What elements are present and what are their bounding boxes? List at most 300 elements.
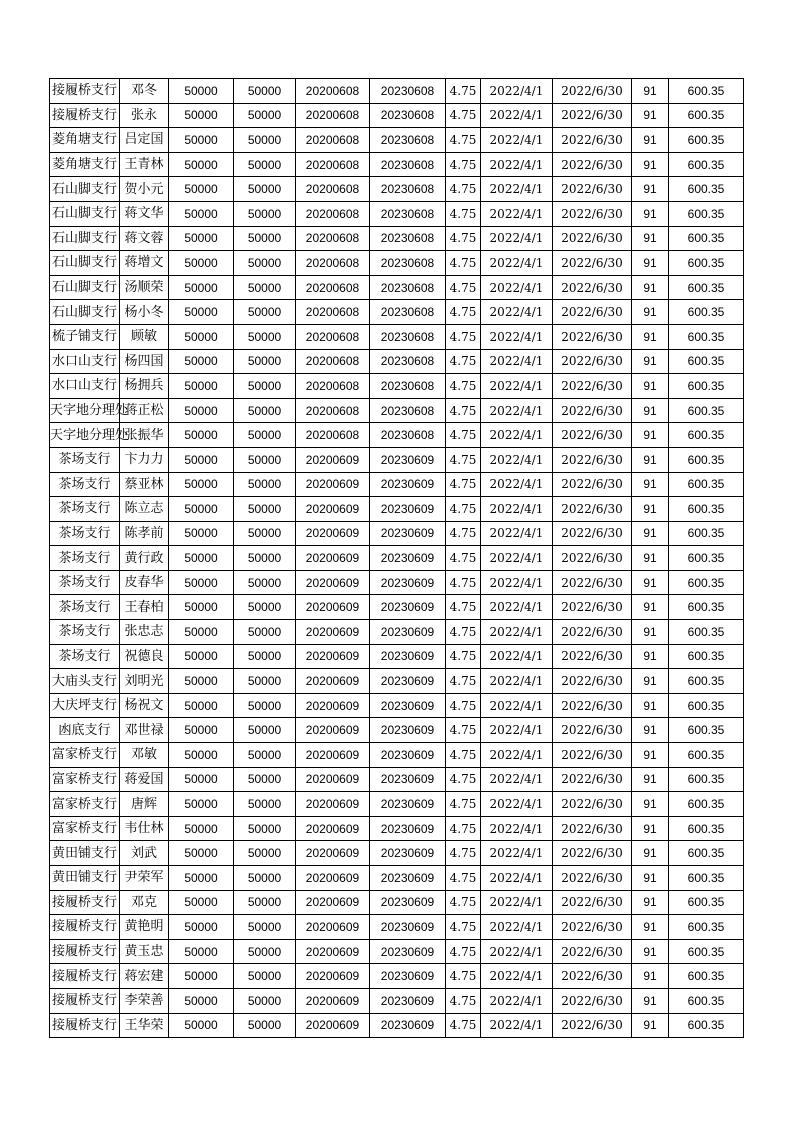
table-row [50,447,744,472]
amount-cell: 50000 [169,718,234,743]
end-date-cell: 20230608 [370,128,446,153]
start-date-cell: 20200609 [296,841,370,866]
branch-cell: 天字地分理处 [50,423,120,448]
balance-cell: 50000 [234,743,296,768]
period-from-cell: 2022/4/1 [481,226,553,251]
table-row [50,620,744,645]
days-cell: 91 [632,620,669,645]
interest-cell: 600.35 [669,128,744,153]
balance-cell: 50000 [234,324,296,349]
table-row [50,792,744,817]
table-row [50,915,744,940]
days-cell: 91 [632,866,669,891]
rate-cell: 4.75 [446,693,481,718]
borrower-name-cell: 陈立志 [120,497,169,522]
table-row [50,497,744,522]
period-to-cell: 2022/6/30 [553,128,632,153]
period-to-cell: 2022/6/30 [553,103,632,128]
rate-cell: 4.75 [446,767,481,792]
days-cell: 91 [632,177,669,202]
days-cell: 91 [632,300,669,325]
interest-cell: 600.35 [669,816,744,841]
branch-cell: 大庆坪支行 [50,693,120,718]
branch-cell: 接履桥支行 [50,939,120,964]
amount-cell: 50000 [169,103,234,128]
interest-cell: 600.35 [669,497,744,522]
amount-cell: 50000 [169,128,234,153]
table-row [50,398,744,423]
period-from-cell: 2022/4/1 [481,816,553,841]
amount-cell: 50000 [169,497,234,522]
table-row [50,152,744,177]
end-date-cell: 20230608 [370,349,446,374]
amount-cell: 50000 [169,226,234,251]
start-date-cell: 20200608 [296,177,370,202]
borrower-name-cell: 吕定国 [120,128,169,153]
balance-cell: 50000 [234,718,296,743]
days-cell: 91 [632,472,669,497]
rate-cell: 4.75 [446,718,481,743]
start-date-cell: 20200608 [296,300,370,325]
branch-cell: 茶场支行 [50,595,120,620]
end-date-cell: 20230609 [370,792,446,817]
days-cell: 91 [632,964,669,989]
days-cell: 91 [632,324,669,349]
end-date-cell: 20230609 [370,964,446,989]
end-date-cell: 20230608 [370,300,446,325]
interest-cell: 600.35 [669,201,744,226]
branch-cell: 茶场支行 [50,620,120,645]
table-row [50,1013,744,1038]
branch-cell: 石山脚支行 [50,226,120,251]
start-date-cell: 20200609 [296,890,370,915]
rate-cell: 4.75 [446,152,481,177]
balance-cell: 50000 [234,546,296,571]
period-from-cell: 2022/4/1 [481,251,553,276]
rate-cell: 4.75 [446,595,481,620]
end-date-cell: 20230609 [370,693,446,718]
borrower-name-cell: 杨拥兵 [120,374,169,399]
period-to-cell: 2022/6/30 [553,546,632,571]
balance-cell: 50000 [234,226,296,251]
days-cell: 91 [632,251,669,276]
end-date-cell: 20230608 [370,152,446,177]
branch-cell: 接履桥支行 [50,915,120,940]
interest-cell: 600.35 [669,669,744,694]
rate-cell: 4.75 [446,472,481,497]
interest-cell: 600.35 [669,349,744,374]
end-date-cell: 20230609 [370,497,446,522]
borrower-name-cell: 唐辉 [120,792,169,817]
branch-cell: 黄田铺支行 [50,841,120,866]
end-date-cell: 20230609 [370,816,446,841]
period-to-cell: 2022/6/30 [553,644,632,669]
interest-cell: 600.35 [669,792,744,817]
balance-cell: 50000 [234,644,296,669]
amount-cell: 50000 [169,423,234,448]
borrower-name-cell: 杨小冬 [120,300,169,325]
days-cell: 91 [632,1013,669,1038]
table-row [50,570,744,595]
branch-cell: 菱角塘支行 [50,128,120,153]
rate-cell: 4.75 [446,570,481,595]
balance-cell: 50000 [234,890,296,915]
table-row [50,300,744,325]
branch-cell: 水口山支行 [50,374,120,399]
period-from-cell: 2022/4/1 [481,841,553,866]
table-body [50,79,744,1038]
amount-cell: 50000 [169,743,234,768]
period-from-cell: 2022/4/1 [481,79,553,104]
period-to-cell: 2022/6/30 [553,521,632,546]
table-row [50,374,744,399]
end-date-cell: 20230609 [370,644,446,669]
start-date-cell: 20200609 [296,472,370,497]
period-from-cell: 2022/4/1 [481,988,553,1013]
period-from-cell: 2022/4/1 [481,743,553,768]
interest-cell: 600.35 [669,718,744,743]
period-to-cell: 2022/6/30 [553,472,632,497]
amount-cell: 50000 [169,349,234,374]
interest-cell: 600.35 [669,521,744,546]
branch-cell: 茶场支行 [50,472,120,497]
balance-cell: 50000 [234,79,296,104]
start-date-cell: 20200608 [296,423,370,448]
period-to-cell: 2022/6/30 [553,275,632,300]
rate-cell: 4.75 [446,201,481,226]
interest-cell: 600.35 [669,226,744,251]
amount-cell: 50000 [169,275,234,300]
start-date-cell: 20200609 [296,447,370,472]
amount-cell: 50000 [169,644,234,669]
balance-cell: 50000 [234,201,296,226]
branch-cell: 黄田铺支行 [50,866,120,891]
interest-cell: 600.35 [669,546,744,571]
amount-cell: 50000 [169,570,234,595]
amount-cell: 50000 [169,841,234,866]
branch-cell: 石山脚支行 [50,177,120,202]
amount-cell: 50000 [169,398,234,423]
interest-cell: 600.35 [669,915,744,940]
period-from-cell: 2022/4/1 [481,152,553,177]
rate-cell: 4.75 [446,374,481,399]
start-date-cell: 20200609 [296,939,370,964]
borrower-name-cell: 邓冬 [120,79,169,104]
borrower-name-cell: 尹荣军 [120,866,169,891]
days-cell: 91 [632,890,669,915]
balance-cell: 50000 [234,447,296,472]
days-cell: 91 [632,423,669,448]
branch-cell: 石山脚支行 [50,300,120,325]
days-cell: 91 [632,349,669,374]
rate-cell: 4.75 [446,964,481,989]
start-date-cell: 20200608 [296,128,370,153]
start-date-cell: 20200609 [296,693,370,718]
rate-cell: 4.75 [446,816,481,841]
period-to-cell: 2022/6/30 [553,570,632,595]
rate-cell: 4.75 [446,644,481,669]
interest-cell: 600.35 [669,472,744,497]
borrower-name-cell: 陈孝前 [120,521,169,546]
end-date-cell: 20230609 [370,546,446,571]
end-date-cell: 20230608 [370,103,446,128]
interest-cell: 600.35 [669,324,744,349]
period-from-cell: 2022/4/1 [481,792,553,817]
borrower-name-cell: 李荣善 [120,988,169,1013]
end-date-cell: 20230609 [370,595,446,620]
rate-cell: 4.75 [446,866,481,891]
days-cell: 91 [632,841,669,866]
interest-cell: 600.35 [669,1013,744,1038]
period-to-cell: 2022/6/30 [553,349,632,374]
end-date-cell: 20230608 [370,79,446,104]
days-cell: 91 [632,275,669,300]
balance-cell: 50000 [234,128,296,153]
rate-cell: 4.75 [446,497,481,522]
amount-cell: 50000 [169,595,234,620]
interest-cell: 600.35 [669,988,744,1013]
balance-cell: 50000 [234,767,296,792]
interest-cell: 600.35 [669,890,744,915]
days-cell: 91 [632,644,669,669]
branch-cell: 茶场支行 [50,497,120,522]
end-date-cell: 20230609 [370,915,446,940]
days-cell: 91 [632,669,669,694]
interest-cell: 600.35 [669,447,744,472]
rate-cell: 4.75 [446,841,481,866]
balance-cell: 50000 [234,349,296,374]
period-from-cell: 2022/4/1 [481,374,553,399]
borrower-name-cell: 韦仕林 [120,816,169,841]
end-date-cell: 20230609 [370,669,446,694]
period-to-cell: 2022/6/30 [553,324,632,349]
period-to-cell: 2022/6/30 [553,620,632,645]
days-cell: 91 [632,374,669,399]
borrower-name-cell: 汤顺荣 [120,275,169,300]
days-cell: 91 [632,447,669,472]
balance-cell: 50000 [234,939,296,964]
branch-cell: 富家桥支行 [50,743,120,768]
amount-cell: 50000 [169,890,234,915]
table-row [50,103,744,128]
days-cell: 91 [632,79,669,104]
borrower-name-cell: 蒋文华 [120,201,169,226]
borrower-name-cell: 卞力力 [120,447,169,472]
rate-cell: 4.75 [446,669,481,694]
period-to-cell: 2022/6/30 [553,841,632,866]
balance-cell: 50000 [234,792,296,817]
rate-cell: 4.75 [446,447,481,472]
start-date-cell: 20200608 [296,349,370,374]
rate-cell: 4.75 [446,792,481,817]
interest-cell: 600.35 [669,398,744,423]
period-from-cell: 2022/4/1 [481,398,553,423]
rate-cell: 4.75 [446,890,481,915]
rate-cell: 4.75 [446,128,481,153]
borrower-name-cell: 王青林 [120,152,169,177]
period-from-cell: 2022/4/1 [481,964,553,989]
borrower-name-cell: 张忠志 [120,620,169,645]
table-row [50,866,744,891]
period-from-cell: 2022/4/1 [481,201,553,226]
days-cell: 91 [632,939,669,964]
rate-cell: 4.75 [446,251,481,276]
days-cell: 91 [632,546,669,571]
start-date-cell: 20200609 [296,915,370,940]
period-to-cell: 2022/6/30 [553,251,632,276]
end-date-cell: 20230608 [370,398,446,423]
branch-cell: 石山脚支行 [50,275,120,300]
end-date-cell: 20230609 [370,521,446,546]
end-date-cell: 20230608 [370,374,446,399]
rate-cell: 4.75 [446,103,481,128]
amount-cell: 50000 [169,816,234,841]
start-date-cell: 20200609 [296,767,370,792]
start-date-cell: 20200609 [296,620,370,645]
days-cell: 91 [632,128,669,153]
branch-cell: 接履桥支行 [50,1013,120,1038]
interest-cell: 600.35 [669,595,744,620]
start-date-cell: 20200609 [296,816,370,841]
rate-cell: 4.75 [446,915,481,940]
days-cell: 91 [632,718,669,743]
borrower-name-cell: 邓克 [120,890,169,915]
start-date-cell: 20200608 [296,103,370,128]
table-row [50,816,744,841]
days-cell: 91 [632,398,669,423]
rate-cell: 4.75 [446,620,481,645]
period-to-cell: 2022/6/30 [553,693,632,718]
interest-cell: 600.35 [669,693,744,718]
branch-cell: 石山脚支行 [50,251,120,276]
amount-cell: 50000 [169,546,234,571]
days-cell: 91 [632,693,669,718]
period-to-cell: 2022/6/30 [553,669,632,694]
borrower-name-cell: 黄行政 [120,546,169,571]
branch-cell: 富家桥支行 [50,792,120,817]
days-cell: 91 [632,816,669,841]
period-to-cell: 2022/6/30 [553,177,632,202]
end-date-cell: 20230609 [370,472,446,497]
start-date-cell: 20200608 [296,226,370,251]
period-from-cell: 2022/4/1 [481,644,553,669]
period-to-cell: 2022/6/30 [553,152,632,177]
interest-cell: 600.35 [669,103,744,128]
balance-cell: 50000 [234,521,296,546]
borrower-name-cell: 贺小元 [120,177,169,202]
period-from-cell: 2022/4/1 [481,177,553,202]
table-row [50,472,744,497]
branch-cell: 接履桥支行 [50,890,120,915]
days-cell: 91 [632,915,669,940]
days-cell: 91 [632,103,669,128]
period-to-cell: 2022/6/30 [553,300,632,325]
start-date-cell: 20200608 [296,374,370,399]
table-row [50,546,744,571]
borrower-name-cell: 张振华 [120,423,169,448]
end-date-cell: 20230609 [370,767,446,792]
period-to-cell: 2022/6/30 [553,201,632,226]
amount-cell: 50000 [169,915,234,940]
branch-cell: 接履桥支行 [50,103,120,128]
borrower-name-cell: 杨四国 [120,349,169,374]
days-cell: 91 [632,792,669,817]
start-date-cell: 20200609 [296,866,370,891]
branch-cell: 富家桥支行 [50,767,120,792]
days-cell: 91 [632,767,669,792]
balance-cell: 50000 [234,152,296,177]
amount-cell: 50000 [169,939,234,964]
period-from-cell: 2022/4/1 [481,349,553,374]
period-from-cell: 2022/4/1 [481,447,553,472]
start-date-cell: 20200609 [296,521,370,546]
days-cell: 91 [632,201,669,226]
start-date-cell: 20200609 [296,743,370,768]
period-to-cell: 2022/6/30 [553,374,632,399]
start-date-cell: 20200608 [296,79,370,104]
period-from-cell: 2022/4/1 [481,939,553,964]
table-row [50,693,744,718]
balance-cell: 50000 [234,398,296,423]
balance-cell: 50000 [234,620,296,645]
balance-cell: 50000 [234,472,296,497]
table-row [50,988,744,1013]
amount-cell: 50000 [169,1013,234,1038]
amount-cell: 50000 [169,324,234,349]
period-from-cell: 2022/4/1 [481,866,553,891]
balance-cell: 50000 [234,497,296,522]
end-date-cell: 20230609 [370,1013,446,1038]
interest-cell: 600.35 [669,939,744,964]
interest-cell: 600.35 [669,423,744,448]
period-from-cell: 2022/4/1 [481,103,553,128]
period-from-cell: 2022/4/1 [481,324,553,349]
days-cell: 91 [632,226,669,251]
borrower-name-cell: 祝德良 [120,644,169,669]
start-date-cell: 20200609 [296,570,370,595]
amount-cell: 50000 [169,964,234,989]
branch-cell: 茶场支行 [50,644,120,669]
amount-cell: 50000 [169,374,234,399]
amount-cell: 50000 [169,79,234,104]
borrower-name-cell: 刘明光 [120,669,169,694]
period-to-cell: 2022/6/30 [553,497,632,522]
interest-cell: 600.35 [669,275,744,300]
interest-cell: 600.35 [669,644,744,669]
balance-cell: 50000 [234,595,296,620]
rate-cell: 4.75 [446,79,481,104]
interest-cell: 600.35 [669,767,744,792]
branch-cell: 茶场支行 [50,521,120,546]
interest-cell: 600.35 [669,300,744,325]
interest-cell: 600.35 [669,866,744,891]
rate-cell: 4.75 [446,988,481,1013]
end-date-cell: 20230609 [370,890,446,915]
period-from-cell: 2022/4/1 [481,300,553,325]
amount-cell: 50000 [169,620,234,645]
rate-cell: 4.75 [446,324,481,349]
end-date-cell: 20230609 [370,620,446,645]
branch-cell: 水口山支行 [50,349,120,374]
period-to-cell: 2022/6/30 [553,816,632,841]
period-to-cell: 2022/6/30 [553,423,632,448]
end-date-cell: 20230609 [370,570,446,595]
end-date-cell: 20230608 [370,177,446,202]
table-row [50,669,744,694]
period-from-cell: 2022/4/1 [481,620,553,645]
period-to-cell: 2022/6/30 [553,1013,632,1038]
branch-cell: 茶场支行 [50,570,120,595]
